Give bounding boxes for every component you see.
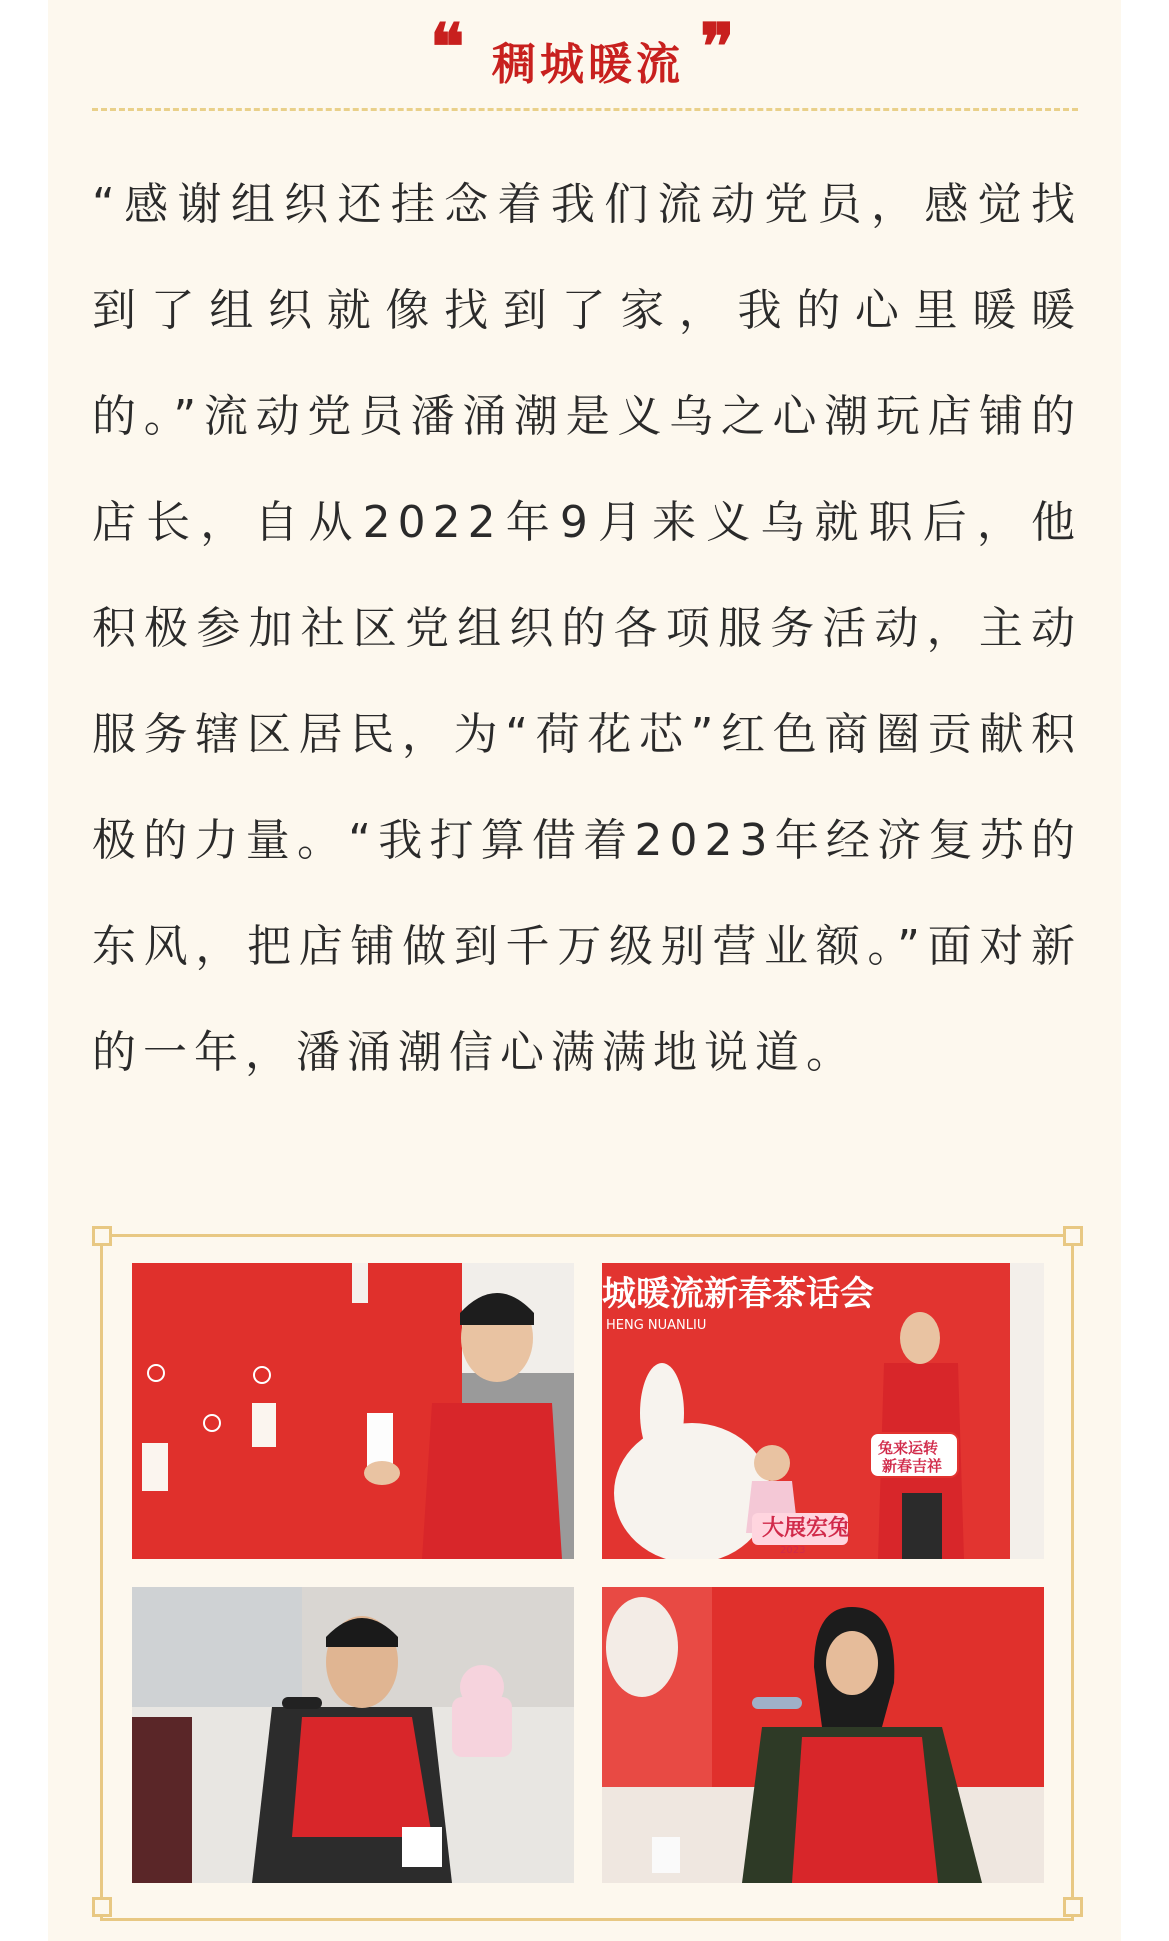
frame-corner-bottom-right (1063, 1897, 1083, 1917)
frame-corner-bottom-left (92, 1897, 112, 1917)
frame-corner-top-left (92, 1226, 112, 1246)
sign-right-line1: 兔来运转 (878, 1439, 939, 1457)
close-quote-icon: ❞ (700, 10, 735, 85)
photo-tea-party-backdrop (602, 1263, 1044, 1559)
article-card (48, 0, 1121, 1941)
section-title: 稠城暖流 (492, 39, 684, 90)
section-header (48, 10, 1121, 94)
dashed-divider (92, 108, 1078, 111)
article-paragraph: “感谢组织还挂念着我们流动党员，感觉找到了组织就像找到了家，我的心里暖暖的。”流动党员潘涌潮是义乌之心潮玩店铺的店长，自从2022年9月来义乌就职后，他积极参加社区党组织的各项服务活动，主动服务辖区居民，为“荷花芯”红色商圈贡献积极的力量。“我打算借着2023年经济复苏的东风，把店铺做到千万级别营业额。”面对新的一年，潘涌潮信心满满地说道。 (92, 179, 1082, 1078)
photo-man-with-microphone (132, 1587, 574, 1883)
photo-banner-sub: HENG NUANLIU (606, 1318, 707, 1333)
sign-right-line2: 新春吉祥 (882, 1457, 943, 1475)
photo-woman-with-microphone (602, 1587, 1044, 1883)
sign-left-sub: 2023 (780, 1545, 806, 1556)
frame-corner-top-right (1063, 1226, 1083, 1246)
open-quote-icon: ❝ (430, 10, 465, 85)
photo-banner-text: 城暖流新春茶话会 (602, 1274, 874, 1314)
photo-man-at-wish-wall (132, 1263, 574, 1559)
sign-left-text: 大展宏兔 (762, 1516, 851, 1541)
